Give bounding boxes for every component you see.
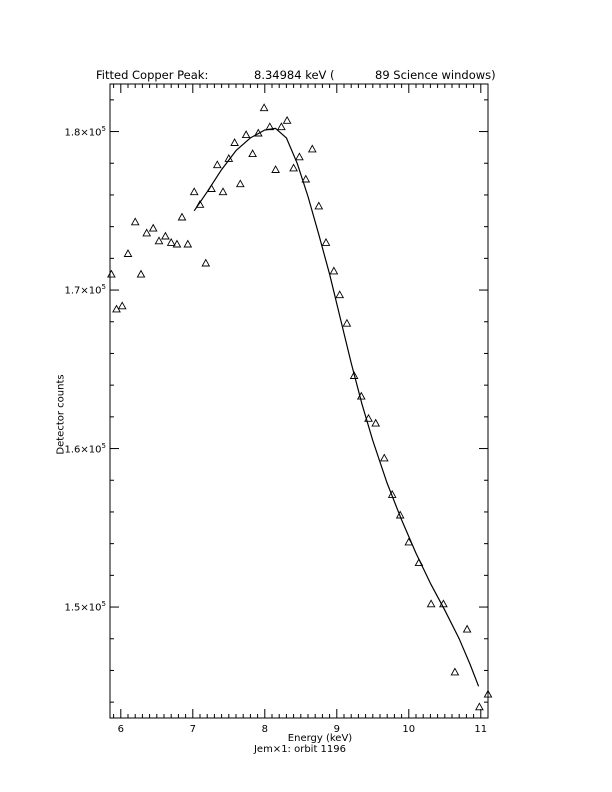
y-tick-exponent: 5: [101, 441, 106, 450]
x-tick-label: 7: [189, 724, 196, 735]
data-point: [243, 131, 250, 138]
data-point: [296, 153, 303, 160]
data-point: [137, 271, 144, 278]
data-point: [372, 420, 379, 427]
fit-curve: [194, 128, 478, 686]
data-point: [290, 164, 297, 171]
data-point: [381, 455, 388, 461]
data-point: [343, 320, 350, 327]
title-label: Fitted Copper Peak:: [96, 68, 209, 82]
data-point: [237, 180, 244, 186]
y-tick-label: [60, 125, 106, 138]
title-energy: 8.34984 keV (: [254, 68, 335, 82]
data-point: [278, 123, 285, 130]
data-point: [214, 161, 221, 168]
y-tick-exponent: 5: [101, 124, 106, 133]
data-point: [336, 291, 343, 298]
data-point: [330, 267, 337, 274]
data-point: [322, 239, 329, 246]
data-points: [108, 104, 492, 710]
y-tick-label: [60, 283, 106, 296]
plot-frame: [110, 84, 488, 718]
x-tick-label: 9: [333, 724, 340, 735]
y-tick-mantissa: 1.7×10: [64, 285, 102, 297]
data-point: [476, 703, 483, 710]
data-point: [119, 302, 126, 309]
x-tick-label: 8: [261, 724, 268, 735]
data-point: [261, 104, 268, 111]
y-tick-exponent: 5: [101, 283, 106, 292]
data-point: [132, 218, 139, 225]
data-point: [173, 241, 180, 248]
data-point: [191, 188, 198, 195]
x-tick-label: 10: [402, 724, 416, 735]
data-point: [124, 250, 131, 257]
data-point: [219, 188, 226, 195]
y-axis-label: Detector counts: [55, 374, 67, 455]
data-point: [184, 241, 191, 248]
x-tick-label: 6: [117, 724, 124, 735]
data-point: [162, 233, 169, 239]
data-point: [150, 225, 157, 232]
title-windows: 89 Science windows): [375, 68, 496, 82]
data-point: [155, 237, 162, 244]
data-point: [451, 668, 458, 675]
x-axis-label: Energy (keV): [287, 733, 353, 744]
x-tick-label: 11: [474, 724, 488, 735]
axis-ticks: [110, 84, 488, 718]
chart-subtitle: Jem×1: orbit 1196: [253, 744, 347, 755]
data-point: [428, 600, 435, 607]
y-tick-mantissa: 1.8×10: [64, 126, 102, 138]
data-point: [249, 150, 256, 157]
data-point: [168, 239, 175, 246]
data-point: [272, 166, 279, 173]
data-point: [143, 229, 150, 236]
axes-box: [110, 84, 488, 718]
data-point: [315, 202, 322, 209]
fit-line: [194, 128, 478, 686]
y-tick-mantissa: 1.5×10: [64, 602, 102, 614]
data-point: [202, 260, 209, 267]
data-point: [464, 626, 471, 633]
data-point: [309, 145, 316, 152]
data-point: [231, 139, 238, 146]
data-point: [178, 214, 185, 221]
data-point: [108, 271, 115, 278]
y-tick-label: [60, 600, 106, 613]
data-point: [284, 117, 291, 123]
y-tick-exponent: 5: [101, 600, 106, 609]
y-tick-mantissa: 1.6×10: [64, 443, 102, 455]
y-tick-label: [60, 442, 106, 455]
